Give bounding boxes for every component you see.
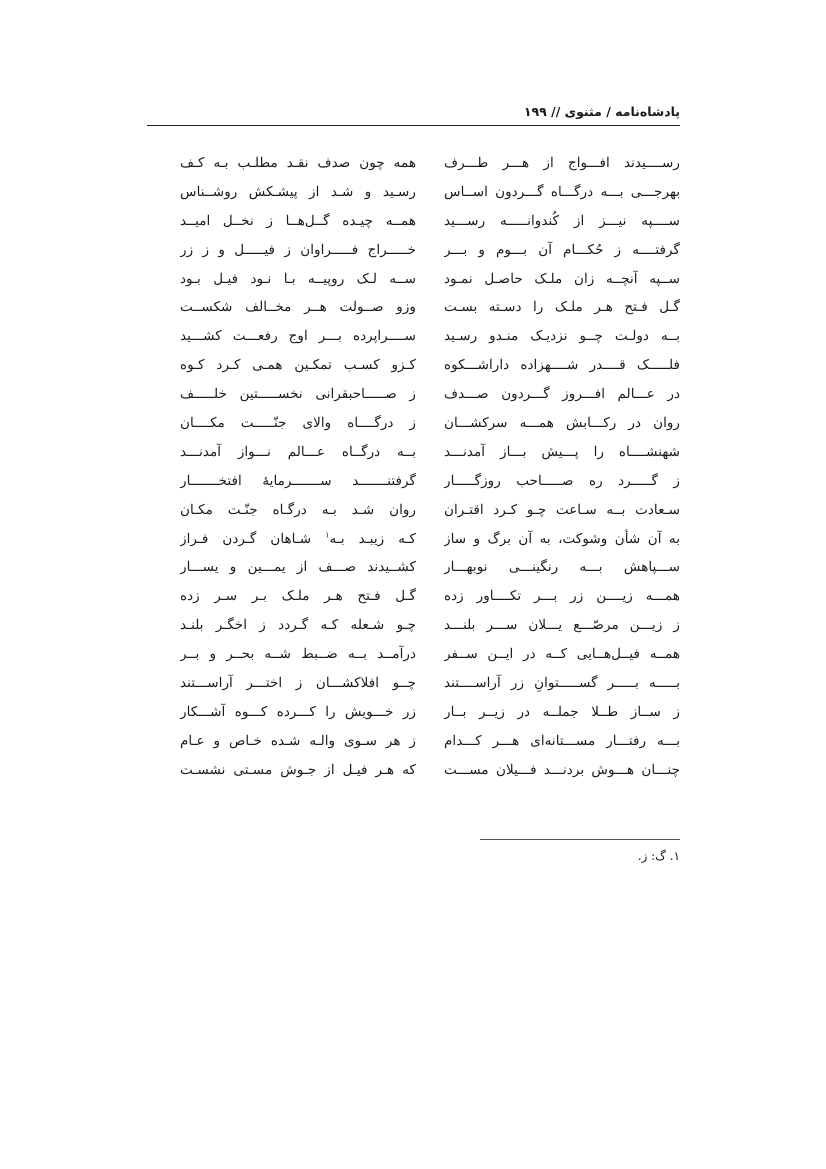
first-hemistich: چنـــان هـــوش بردنـــد فـــیلان مســـت	[444, 761, 680, 778]
first-hemistich: در عـــالم افـــروز گـــردون صـــدف	[444, 386, 680, 403]
couplet	[180, 322, 680, 351]
couplet	[180, 756, 680, 785]
footnote-marker: ۱	[325, 530, 330, 540]
first-hemistich: بـــه رفتـــار مســـتانه‌ای هـــر کـــدام	[444, 732, 680, 749]
second-hemistich: چــو افلاکشـــان ز اختـــر آراســـتند	[180, 675, 416, 692]
first-hemistich: رســــیدند افـــواج از هـــر طـــرف	[444, 155, 680, 171]
footnote: ۱. گ: ز.	[637, 849, 680, 863]
first-hemistich: ز زیـــن مرصّـــع یـــلان ســـر بلنـــد	[444, 617, 680, 634]
second-hemistich: کـه زیبـد بـه$^۱$ شـاهان گـردن فـراز	[180, 530, 416, 547]
couplet	[180, 553, 680, 582]
second-hemistich: گرفتنـــــــد ســـــــرمایهٔ افتخـــــــار	[180, 472, 416, 489]
couplet	[180, 640, 680, 669]
first-hemistich: ز گـــــرد ره صـــــاحب روزگـــــار	[444, 472, 680, 489]
first-hemistich: بـــــه بـــــر گســـــتوانِ زر آراســــتند	[444, 675, 680, 692]
poem-body	[180, 149, 680, 785]
couplet	[180, 293, 680, 322]
second-hemistich: خـــــراج فـــــراوان ز فیـــــل و ز زر	[180, 241, 416, 258]
couplet	[180, 582, 680, 611]
first-hemistich: ســــپه نیـــز از کُندوانـــــه رســـید	[444, 212, 680, 229]
second-hemistich: وزو صــولت هــر مخــالف شکســت	[180, 299, 416, 316]
couplet	[180, 351, 680, 380]
first-hemistich: بــه دولـت چــو نزدیـک منـدو رسـید	[444, 328, 680, 345]
couplet	[180, 727, 680, 756]
first-hemistich: گـل فـتح هـر ملـک را دسـته بسـت	[444, 299, 680, 316]
couplet	[180, 438, 680, 467]
couplet	[180, 611, 680, 640]
second-hemistich: بــه درگــاه عـــالم نـــواز آمدنـــد	[180, 443, 416, 460]
couplet	[180, 149, 680, 178]
couplet	[180, 236, 680, 265]
second-hemistich: ز صـــــاحبقرانی نخســـــتین خلـــــف	[180, 386, 416, 403]
couplet	[180, 265, 680, 294]
second-hemistich: همــه چیـده گــل‌هــا ز نخــل امیــد	[180, 212, 416, 229]
couplet	[180, 669, 680, 698]
first-hemistich: سـعادت بــه سـاعت چـو کـرد اقتـران	[444, 501, 680, 518]
second-hemistich: کـزو کسـب تمکـین همـی کـرد کـوه	[180, 357, 416, 374]
couplet	[180, 380, 680, 409]
couplet	[180, 409, 680, 438]
first-hemistich: به آن شأن وشوکت، به آن برگ و ساز	[444, 530, 680, 547]
couplet	[180, 178, 680, 207]
second-hemistich: که هـر فیـل از جـوش مسـتی نشسـت	[180, 761, 416, 778]
couplet	[180, 698, 680, 727]
first-hemistich: همــه فیــل‌هــایی کــه در ایــن ســفر	[444, 646, 680, 663]
first-hemistich: بهرجـــی بـــه درگـــاه گـــردون اســاس	[444, 183, 680, 200]
second-hemistich: کشــیدند صـــف از یمـــین و یســـار	[180, 559, 416, 576]
couplet	[180, 525, 680, 554]
header-rule	[147, 125, 680, 126]
first-hemistich: ز ســاز طــلا جملــه در زیــر بــار	[444, 703, 680, 720]
second-hemistich: گـل فـتح هـر ملـک بـر سـر زده	[180, 588, 416, 605]
second-hemistich: رسـید و شـد از پیشـکش روشــناس	[180, 183, 416, 200]
couplet	[180, 207, 680, 236]
first-hemistich: روان در رکـــابش همـــه سرکشـــان	[444, 415, 680, 432]
second-hemistich: همه چون صدف نقـد مطلـب بـه کـف	[180, 155, 416, 171]
second-hemistich: زر خـــویش را کـــرده کـــوه آشـــکار	[180, 703, 416, 720]
second-hemistich: ســــراپرده بـــر اوج رفعـــت کشـــید	[180, 328, 416, 345]
first-hemistich: گرفتــــه ز حُکـــام آن بـــوم و بـــر	[444, 241, 680, 258]
first-hemistich: ســـپاهش بـــه رنگینـــی نوبهـــار	[444, 559, 680, 576]
second-hemistich: چـو شـعله کـه گـردد ز اخگـر بلنـد	[180, 617, 416, 634]
second-hemistich: ز هر سـوی والـه شـده خـاص و عـام	[180, 732, 416, 749]
second-hemistich: ز درگــــاه والای جنّـــــت مکــــان	[180, 415, 416, 432]
first-hemistich: همـــه زیــــن زر بـــر تکــــاور زده	[444, 588, 680, 605]
second-hemistich: ســه لـک روپیــه بـا نـود فیـل بـود	[180, 270, 416, 287]
first-hemistich: فلـــــک قــــدر شــــهزاده داراشـــکوه	[444, 357, 680, 374]
first-hemistich: شهنشــــاه را پـــیش بـــاز آمدنـــد	[444, 443, 680, 460]
footnote-rule	[480, 839, 680, 840]
couplet	[180, 496, 680, 525]
couplet	[180, 467, 680, 496]
second-hemistich: روان شـد بـه درگـاه جنّـت مکـان	[180, 501, 416, 518]
first-hemistich: ســپه آنچــه زان ملـک حاصـل نمـود	[444, 270, 680, 287]
running-header: پادشاه‌نامه / مثنوی // ۱۹۹	[523, 104, 680, 119]
second-hemistich: درآمــد بــه ضــبط شــه بحــر و بــر	[180, 646, 416, 663]
